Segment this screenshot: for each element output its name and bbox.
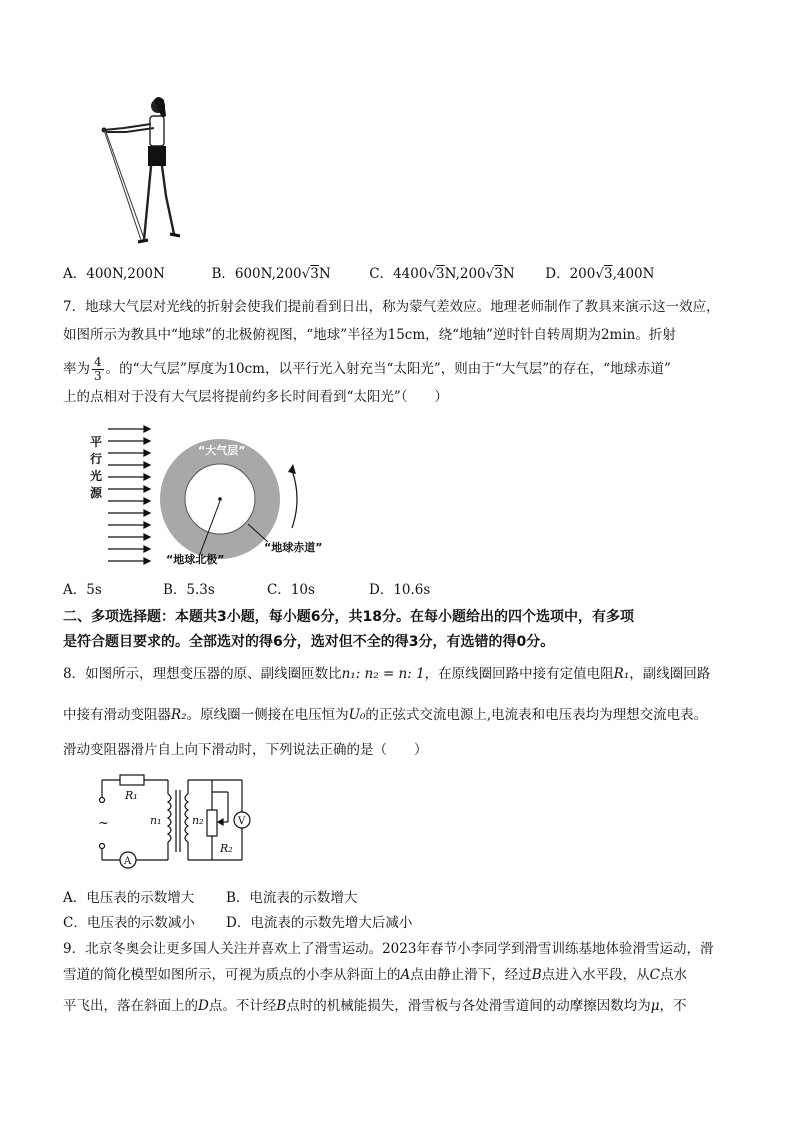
- refraction-fraction: [92, 356, 104, 383]
- q7-line-2: 如图所示为教具中“地球”的北极俯视图，“地球”半径为15cm，绕“地轴”逆时针自转周期为2min。折射: [63, 327, 676, 343]
- fraction-numerator: 4: [94, 355, 102, 369]
- q6-options: [63, 264, 654, 284]
- q6-option-d-unit: ,400N: [612, 266, 655, 282]
- fraction-denominator: 3: [94, 369, 102, 383]
- section-2-heading-line-1: 二、多项选择题：本题共3小题，每小题6分，共18分。在每小题给出的四个选项中，有多项: [63, 609, 634, 625]
- q6-option-c[interactable]: C．4400√3N,200√3N: [369, 266, 515, 282]
- q8-line-2-mid: 。原线圈一侧接在电压恒为: [186, 707, 349, 723]
- q8-line-2: [63, 705, 707, 725]
- q7-line-3: [63, 356, 671, 383]
- mu-symbol: μ: [650, 998, 660, 1014]
- atmosphere-label: “大气层”: [198, 444, 246, 457]
- q8-line-1-start: 8．如图所示，理想变压器的原、副线圈匝数比: [63, 666, 342, 682]
- q9-line-3-b: 点。不计经: [208, 998, 277, 1014]
- secondary-coil: [185, 794, 188, 842]
- earth-atmosphere-figure: [88, 424, 348, 570]
- point-c: C: [649, 967, 661, 983]
- q8-line-3: 滑动变阻器滑片自上向下滑动时，下列说法正确的是（ ）: [63, 742, 428, 758]
- primary-coil: [168, 794, 171, 842]
- equator-label: “地球赤道”: [264, 541, 323, 554]
- q7-line-4: 上的点相对于没有大气层将提前约多长时间看到“太阳光”（ ）: [63, 389, 449, 405]
- q9-line-3: [63, 996, 687, 1016]
- q8-line-1-end: ，副线圈回路: [629, 666, 711, 682]
- q9-line-3-a: 平飞出，落在斜面上的: [63, 998, 198, 1014]
- q6-option-c-mid: N,200: [444, 266, 486, 282]
- ac-source-symbol: ~: [98, 816, 109, 831]
- q7-option-d[interactable]: D．10.6s: [369, 582, 431, 598]
- q8-option-b[interactable]: B．电流表的示数增大: [226, 890, 358, 906]
- q7-line-3-start: 率为: [63, 361, 90, 377]
- voltmeter-label: V: [238, 816, 246, 827]
- q6-option-b[interactable]: B．600N,200√3N: [211, 266, 331, 282]
- point-d: D: [198, 998, 209, 1014]
- light-source-label: [90, 434, 103, 500]
- q7-options: [63, 580, 430, 600]
- q9-line-2-b: 点由静止滑下，经过: [410, 967, 532, 983]
- q6-option-b-unit: N: [318, 266, 331, 282]
- q8-options-row-2: [63, 913, 412, 933]
- q6-option-c-sqrt2: 3: [494, 266, 503, 282]
- turns-ratio: n₁: n₂ = n: 1: [341, 666, 425, 682]
- point-a: A: [400, 967, 411, 983]
- q9-line-1: 9．北京冬奥会让更多国人关注并喜欢上了滑雪运动。2023年春节小李同学到滑雪训练基地体验滑雪运动，滑: [63, 941, 714, 957]
- point-b: B: [531, 967, 542, 983]
- q6-option-b-sqrt: 3: [310, 266, 319, 282]
- rotation-arrow: [292, 470, 297, 528]
- q8-line-2-start: 中接有滑动变阻器: [63, 707, 171, 723]
- n1-label: n₁: [150, 814, 162, 827]
- q6-option-d-text: D．200: [545, 266, 596, 282]
- q9-line-2-c: 点进入水平段，从: [541, 967, 650, 983]
- q8-line-1: [63, 664, 710, 684]
- r1-symbol: R₁: [613, 666, 630, 682]
- q9-line-2-a: 雪道的简化模型如图所示，可视为质点的小李从斜面上的: [63, 967, 401, 983]
- source-char-1: 平: [90, 435, 103, 449]
- q6-option-d[interactable]: D．200√3,400N: [545, 266, 655, 282]
- source-char-2: 行: [90, 452, 103, 466]
- q8-line-1-mid: ，在原线圈回路中接有定值电阻: [424, 666, 614, 682]
- u0-symbol: U₀: [348, 707, 366, 723]
- q6-option-a-text: A．400N,200N: [63, 266, 165, 282]
- terminal-bottom: [100, 844, 105, 849]
- point-b-2: B: [276, 998, 287, 1014]
- q7-option-a[interactable]: A．5s: [63, 582, 102, 598]
- r2-label: R₂: [220, 842, 233, 855]
- parallel-light-arrows: [108, 426, 150, 564]
- rotation-arrow-head: [288, 464, 296, 474]
- q9-line-2-d: 点水: [660, 967, 688, 983]
- pole-label: “地球北极”: [166, 553, 225, 566]
- q7-option-c[interactable]: C．10s: [267, 582, 315, 598]
- n2-label: n₂: [192, 814, 204, 827]
- q6-option-b-text: B．600N,200: [211, 266, 302, 282]
- q8-option-c[interactable]: C．电压表的示数减小: [63, 915, 195, 931]
- q7-line-3-end: 。的“大气层”厚度为10cm，以平行光入射充当“太阳光”，则由于“大气层”的存在，“地球赤道”: [105, 361, 671, 377]
- north-pole-dot: [218, 497, 222, 501]
- transformer-circuit-figure: [92, 772, 272, 872]
- q6-option-a[interactable]: [63, 264, 165, 284]
- r1-label: R₁: [125, 789, 138, 802]
- terminal-top: [100, 798, 105, 803]
- q7-option-b[interactable]: B．5.3s: [163, 582, 215, 598]
- resistor-r1: [120, 775, 144, 785]
- ammeter-label: A: [124, 856, 132, 867]
- q9-line-3-c: 点时的机械能损失，滑雪板与各处滑雪道间的动摩擦因数均为: [286, 998, 651, 1014]
- slider-arrow: [218, 819, 223, 825]
- q8-options-row-1: [63, 888, 357, 908]
- q6-option-d-sqrt: 3: [603, 266, 613, 282]
- rheostat-r2: [207, 810, 217, 836]
- q8-option-d[interactable]: D．电流表的示数先增大后减小: [226, 915, 413, 931]
- q9-line-3-d: ，不: [659, 998, 687, 1014]
- q8-line-2-end: 的正弦式交流电源上,电流表和电压表均为理想交流电表。: [365, 707, 708, 723]
- q6-option-c-sqrt: 3: [436, 266, 445, 282]
- source-char-4: 源: [90, 486, 103, 500]
- r2-symbol: R₂: [171, 707, 187, 723]
- q9-line-2: [63, 965, 687, 985]
- q6-option-c-text: C．4400: [369, 266, 428, 282]
- section-2-heading-line-2: 是符合题目要求的。全部选对的得6分，选对但不全的得3分，有选错的得0分。: [63, 634, 555, 650]
- q8-option-a[interactable]: A．电压表的示数增大: [63, 890, 195, 906]
- q7-line-1: 7．地球大气层对光线的折射会使我们提前看到日出，称为蒙气差效应。地理老师制作了教具来演示这一效应，: [63, 299, 720, 315]
- q6-option-c-unit: N: [502, 266, 515, 282]
- exercise-person-figure: [96, 94, 196, 248]
- source-char-3: 光: [90, 469, 103, 483]
